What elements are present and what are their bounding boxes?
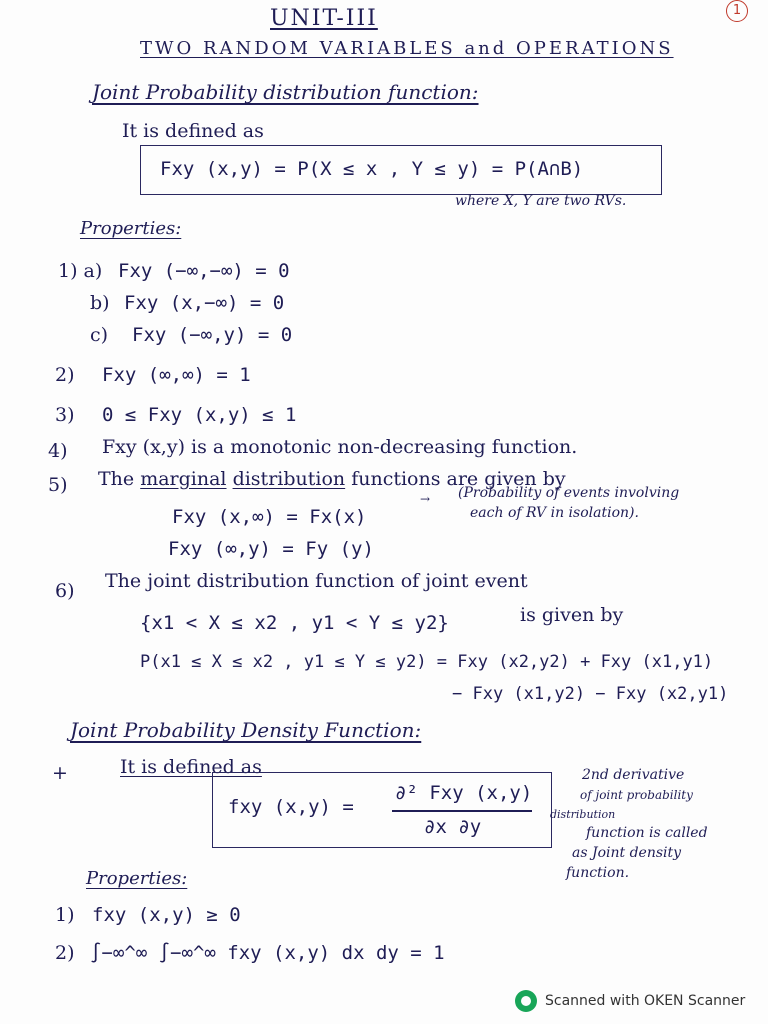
pdf-note-line: as Joint density: [572, 845, 682, 861]
property-text: 0 ≤ Fxy (x,y) ≤ 1: [102, 404, 297, 426]
pdf-denominator: ∂x ∂y: [424, 816, 482, 838]
marginal-eq-x: Fxy (x,∞) = Fx(x): [172, 506, 367, 528]
property-num: 2): [55, 942, 75, 964]
page-number: 1: [726, 0, 748, 22]
pdf-properties-heading: Properties:: [86, 868, 188, 889]
property-num: c): [90, 324, 109, 346]
word-marginal: marginal: [140, 468, 227, 490]
pdf-note-line: function.: [566, 865, 630, 881]
property-num: 3): [55, 404, 75, 426]
scanner-watermark: [515, 990, 745, 1012]
pdf-numerator: ∂² Fxy (x,y): [395, 782, 533, 804]
property-num: 1): [55, 904, 75, 926]
property-num: 2): [55, 364, 75, 386]
word-rest: functions are given by: [351, 468, 566, 490]
property6-line1: The joint distribution function of joint event: [105, 570, 528, 592]
pdf-note-line: function is called: [586, 825, 708, 841]
where-note: where X, Y are two RVs.: [455, 193, 627, 209]
property-num: b): [90, 292, 110, 314]
property-num: 6): [55, 580, 75, 602]
word-the: The: [98, 468, 135, 490]
property-num: 4): [48, 440, 68, 462]
property-text: fxy (x,y) ≥ 0: [92, 904, 241, 926]
properties-heading: Properties:: [80, 218, 182, 239]
scanner-text: Scanned with OKEN Scanner: [545, 993, 746, 1009]
pdf-note-line: of joint probability: [580, 788, 693, 802]
property-text: Fxy (−∞,−∞) = 0: [118, 260, 290, 282]
pdf-note-line: distribution: [550, 808, 616, 821]
property6-event: {x1 < X ≤ x2 , y1 < Y ≤ y2}: [140, 612, 449, 634]
property-text: Fxy (x,−∞) = 0: [124, 292, 285, 314]
property-text: Fxy (∞,∞) = 1: [102, 364, 251, 386]
word-distribution: distribution: [232, 468, 346, 490]
property-text: Fxy (−∞,y) = 0: [132, 324, 293, 346]
chapter-subtitle: TWO RANDOM VARIABLES and OPERATIONS: [140, 38, 674, 59]
property6-eq-line2: − Fxy (x1,y2) − Fxy (x2,y1): [452, 684, 729, 704]
property-text: Fxy (x,y) is a monotonic non-decreasing function.: [102, 436, 578, 458]
marginal-eq-y: Fxy (∞,y) = Fy (y): [168, 538, 374, 560]
unit-title: UNIT-III: [270, 6, 378, 31]
fraction-bar: [392, 810, 532, 812]
property6-eq-line1: P(x1 ≤ X ≤ x2 , y1 ≤ Y ≤ y2) = Fxy (x2,y2) + Fxy (x1,y1): [140, 652, 714, 672]
bullet-mark: +: [52, 762, 68, 784]
property-text: ∫−∞^∞ ∫−∞^∞ fxy (x,y) dx dy = 1: [90, 942, 445, 964]
joint-cdf-intro: It is defined as: [122, 120, 264, 142]
property-num: 1) a): [58, 260, 103, 282]
pdf-lhs: fxy (x,y) =: [228, 796, 354, 818]
joint-cdf-heading: Joint Probability distribution function:: [92, 80, 479, 104]
property-num: 5): [48, 474, 68, 496]
property6-given: is given by: [520, 604, 624, 626]
arrow-icon: →: [420, 492, 431, 506]
scanner-logo-icon: [515, 990, 537, 1012]
marginal-note-line1: (Probability of events involving: [458, 485, 680, 501]
joint-pdf-heading: Joint Probability Density Function:: [70, 718, 422, 742]
marginal-note-line2: each of RV in isolation).: [470, 505, 639, 521]
joint-pdf-intro: It is defined as: [120, 756, 262, 778]
joint-cdf-definition: Fxy (x,y) = P(X ≤ x , Y ≤ y) = P(A∩B): [160, 158, 584, 180]
pdf-note-line: 2nd derivative: [582, 767, 685, 783]
